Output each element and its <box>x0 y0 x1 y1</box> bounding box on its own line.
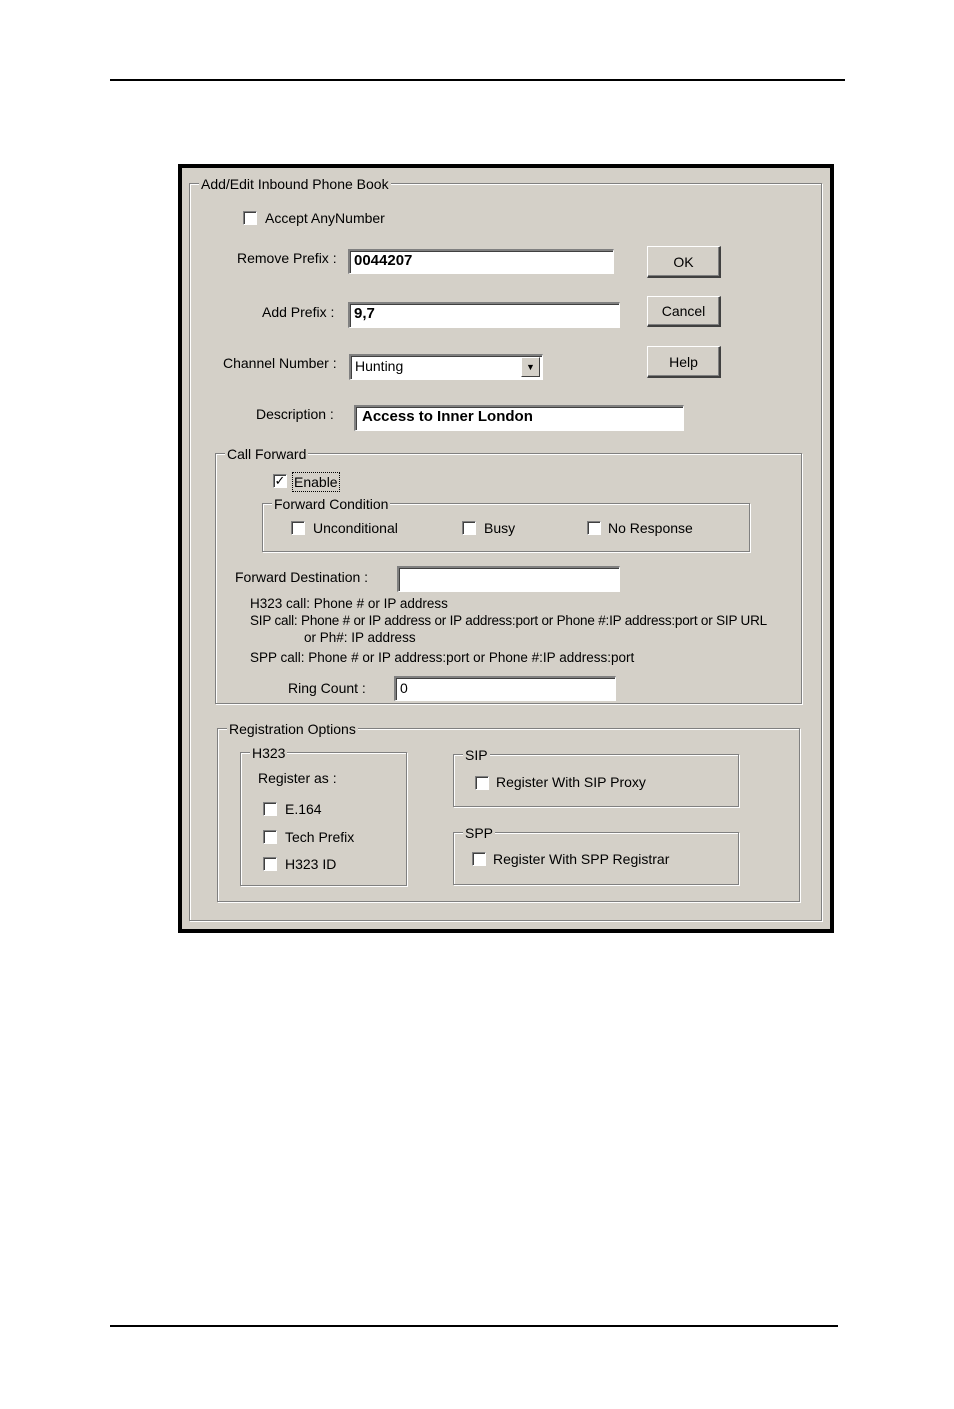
ok-button[interactable] <box>647 246 721 278</box>
spp-register-checkbox[interactable] <box>472 852 486 866</box>
call-forward-title: Call Forward <box>227 446 307 462</box>
dialog-title: Add/Edit Inbound Phone Book <box>201 176 389 192</box>
help-button-label: Help <box>669 353 698 370</box>
help-text-h323: H323 call: Phone # or IP address <box>250 596 448 611</box>
remove-prefix-label: Remove Prefix : <box>237 250 337 266</box>
unconditional-checkbox[interactable] <box>291 521 305 535</box>
help-text-sip-1: SIP call: Phone # or IP address or IP address:port or Phone #:IP address:port or SIP URL <box>250 613 767 628</box>
description-label: Description : <box>256 406 334 422</box>
no-response-checkbox[interactable] <box>587 521 601 535</box>
remove-prefix-input[interactable]: 0044207 <box>348 249 614 274</box>
description-input[interactable]: Access to Inner London <box>354 405 684 431</box>
no-response-label: No Response <box>608 520 693 536</box>
dropdown-arrow-icon[interactable]: ▼ <box>521 357 540 377</box>
help-text-sip-2: or Ph#: IP address <box>304 630 416 645</box>
h323-id-label: H323 ID <box>285 856 337 872</box>
registration-options-title: Registration Options <box>229 721 356 737</box>
enable-label: Enable <box>294 474 338 490</box>
help-text-spp: SPP call: Phone # or IP address:port or Phone #:IP address:port <box>250 650 635 665</box>
h323-title: H323 <box>252 745 286 761</box>
channel-number-label: Channel Number : <box>223 355 337 371</box>
tech-prefix-label: Tech Prefix <box>285 829 355 845</box>
cancel-button[interactable] <box>647 296 721 327</box>
h323-id-checkbox[interactable] <box>263 857 277 871</box>
forward-condition-title: Forward Condition <box>274 496 389 512</box>
sip-register-label: Register With SIP Proxy <box>496 774 646 790</box>
checkmark-icon: ✓ <box>274 473 286 488</box>
tech-prefix-checkbox[interactable] <box>263 830 277 844</box>
busy-checkbox[interactable] <box>462 521 476 535</box>
unconditional-label: Unconditional <box>313 520 398 536</box>
help-button[interactable] <box>647 346 721 378</box>
busy-label: Busy <box>484 520 516 536</box>
sip-register-checkbox[interactable] <box>475 776 489 790</box>
channel-number-value: Hunting <box>355 358 404 374</box>
accept-any-number-checkbox[interactable] <box>243 211 257 225</box>
cancel-button-label: Cancel <box>661 303 706 319</box>
spp-title: SPP <box>465 825 494 841</box>
ok-button-label: OK <box>673 253 694 270</box>
e164-checkbox[interactable] <box>263 802 277 816</box>
header-rule <box>110 79 845 81</box>
register-as-label: Register as : <box>258 770 337 786</box>
enable-checkbox[interactable] <box>273 474 287 488</box>
ring-count-label: Ring Count : <box>288 680 366 696</box>
channel-number-select[interactable] <box>349 354 543 380</box>
forward-destination-input[interactable] <box>397 566 620 592</box>
sip-title: SIP <box>465 747 488 763</box>
add-prefix-input[interactable]: 9,7 <box>348 302 620 328</box>
ring-count-input[interactable]: 0 <box>394 676 616 701</box>
add-prefix-label: Add Prefix : <box>262 304 335 320</box>
accept-any-number-label: Accept AnyNumber <box>265 210 385 226</box>
forward-destination-label: Forward Destination : <box>235 569 369 585</box>
e164-label: E.164 <box>285 801 322 817</box>
footer-rule <box>110 1325 838 1327</box>
spp-register-label: Register With SPP Registrar <box>493 851 670 867</box>
phone-book-dialog <box>178 164 834 933</box>
